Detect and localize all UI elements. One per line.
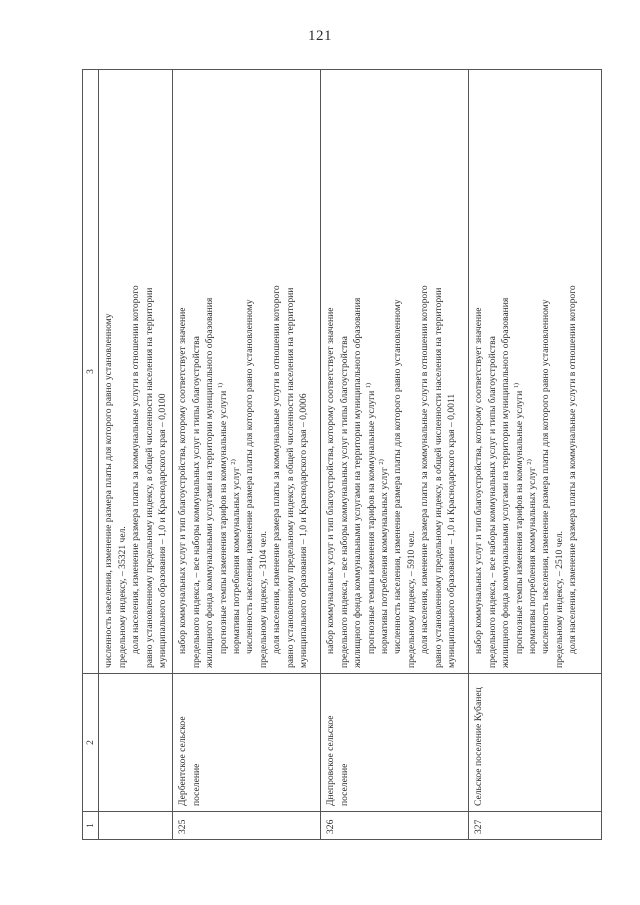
detail-line: набор коммунальных услуг и тип благоустройства, которому соответствует значение [473,307,485,654]
detail-line: равно установленному предельному индексу, в общей численности населения на территории [432,287,444,668]
row-number-cell: 327 [469,812,602,840]
settlement-name-cell: Днепровское сельское поселение [321,674,469,812]
table-row-continuation [99,70,173,840]
row-details-cell [99,70,173,674]
footnote-mark: 2) [229,459,237,465]
detail-line: доля населения, изменение размера платы за коммунальные услуги в отношении которого [130,285,142,654]
row-details-cell [469,70,602,674]
row-details-cell [321,70,469,674]
detail-line: предельному индексу, – 2510 чел. [553,530,565,668]
detail-line: предельному индексу, – 3104 чел. [257,530,269,668]
detail-line: доля населения, изменение размера платы за коммунальные услуги в отношении которого [419,285,431,654]
row-number-cell [99,812,173,840]
detail-line: предельного индекса, – все наборы коммунальных услуг и типы благоустройства [190,336,202,668]
detail-line: жилищного фонда коммунальными услугами на территории муниципального образования [500,297,512,668]
column-header-2: 2 [83,674,99,812]
table-row [469,70,602,840]
settlement-name-cell: Дербентское сельское поселение [173,674,321,812]
footnote-mark: 1) [512,382,520,389]
footnote-mark: 2) [377,459,385,465]
rotated-table-container [82,70,602,840]
row-number-cell: 326 [321,812,469,840]
detail-line: численность населения, изменение размера платы для которого равно установленному [244,299,256,654]
detail-line: предельному индексу, – 5910 чел. [405,530,417,668]
detail-line: доля населения, изменение размера платы за коммунальные услуги в отношении которого [271,285,283,654]
detail-line: муниципального образования – 1,0 и Краснодарского края – 0,0100 [157,393,169,668]
detail-line: численность населения, изменение размера платы для которого равно установленному [392,299,404,654]
table-header-row [83,70,99,840]
table-row [321,70,469,840]
footnote-mark: 2) [525,459,533,465]
page-number: 121 [308,28,332,44]
table-row [173,70,321,840]
detail-line: жилищного фонда коммунальными услугами на территории муниципального образования [352,297,364,668]
footnote-mark: 1) [216,382,224,389]
detail-line: муниципального образования – 1,0 и Краснодарского края – 0,0011 [446,393,458,668]
row-number-cell: 325 [173,812,321,840]
detail-line: предельного индекса, – все наборы коммунальных услуг и типы благоустройства [338,336,350,668]
detail-line: жилищного фонда коммунальными услугами на территории муниципального образования [204,297,216,668]
settlement-name-cell [99,674,173,812]
footnote-mark: 1) [364,382,372,389]
detail-line: прогнозные темпы изменения тарифов на коммунальные услуги [365,390,377,654]
detail-line: численность населения, изменение размера платы для которого равно установленному [540,299,552,654]
detail-line: нормативы потребления коммунальных услуг [527,467,539,654]
detail-line: набор коммунальных услуг и тип благоустройства, которому соответствует значение [325,307,337,654]
detail-line: нормативы потребления коммунальных услуг [231,467,243,654]
detail-line: равно установленному предельному индексу, в общей численности населения на территории [143,287,155,668]
tariff-index-table [82,69,602,840]
detail-line: предельному индексу, – 35321 чел. [116,526,128,668]
detail-line: нормативы потребления коммунальных услуг [379,467,391,654]
detail-line: равно установленному предельному индексу, в общей численности населения на территории [284,287,296,668]
column-header-1: 1 [83,812,99,840]
detail-line: прогнозные темпы изменения тарифов на коммунальные услуги [513,390,525,654]
detail-line: прогнозные темпы изменения тарифов на коммунальные услуги [217,390,229,654]
detail-line: доля населения, изменение размера платы за коммунальные услуги в отношении которого [567,285,579,654]
settlement-name-cell: Сельское поселение Кубанец [469,674,602,812]
row-details-cell [173,70,321,674]
detail-line: муниципального образования – 1,0 и Краснодарского края – 0,0006 [298,393,310,668]
detail-line: набор коммунальных услуг и тип благоустройства, которому соответствует значение [177,307,189,654]
column-header-3: 3 [83,70,99,674]
detail-line: предельного индекса, – все наборы коммунальных услуг и типы благоустройства [486,336,498,668]
detail-line: численность населения, изменение размера платы для которого равно установленному [103,313,115,668]
